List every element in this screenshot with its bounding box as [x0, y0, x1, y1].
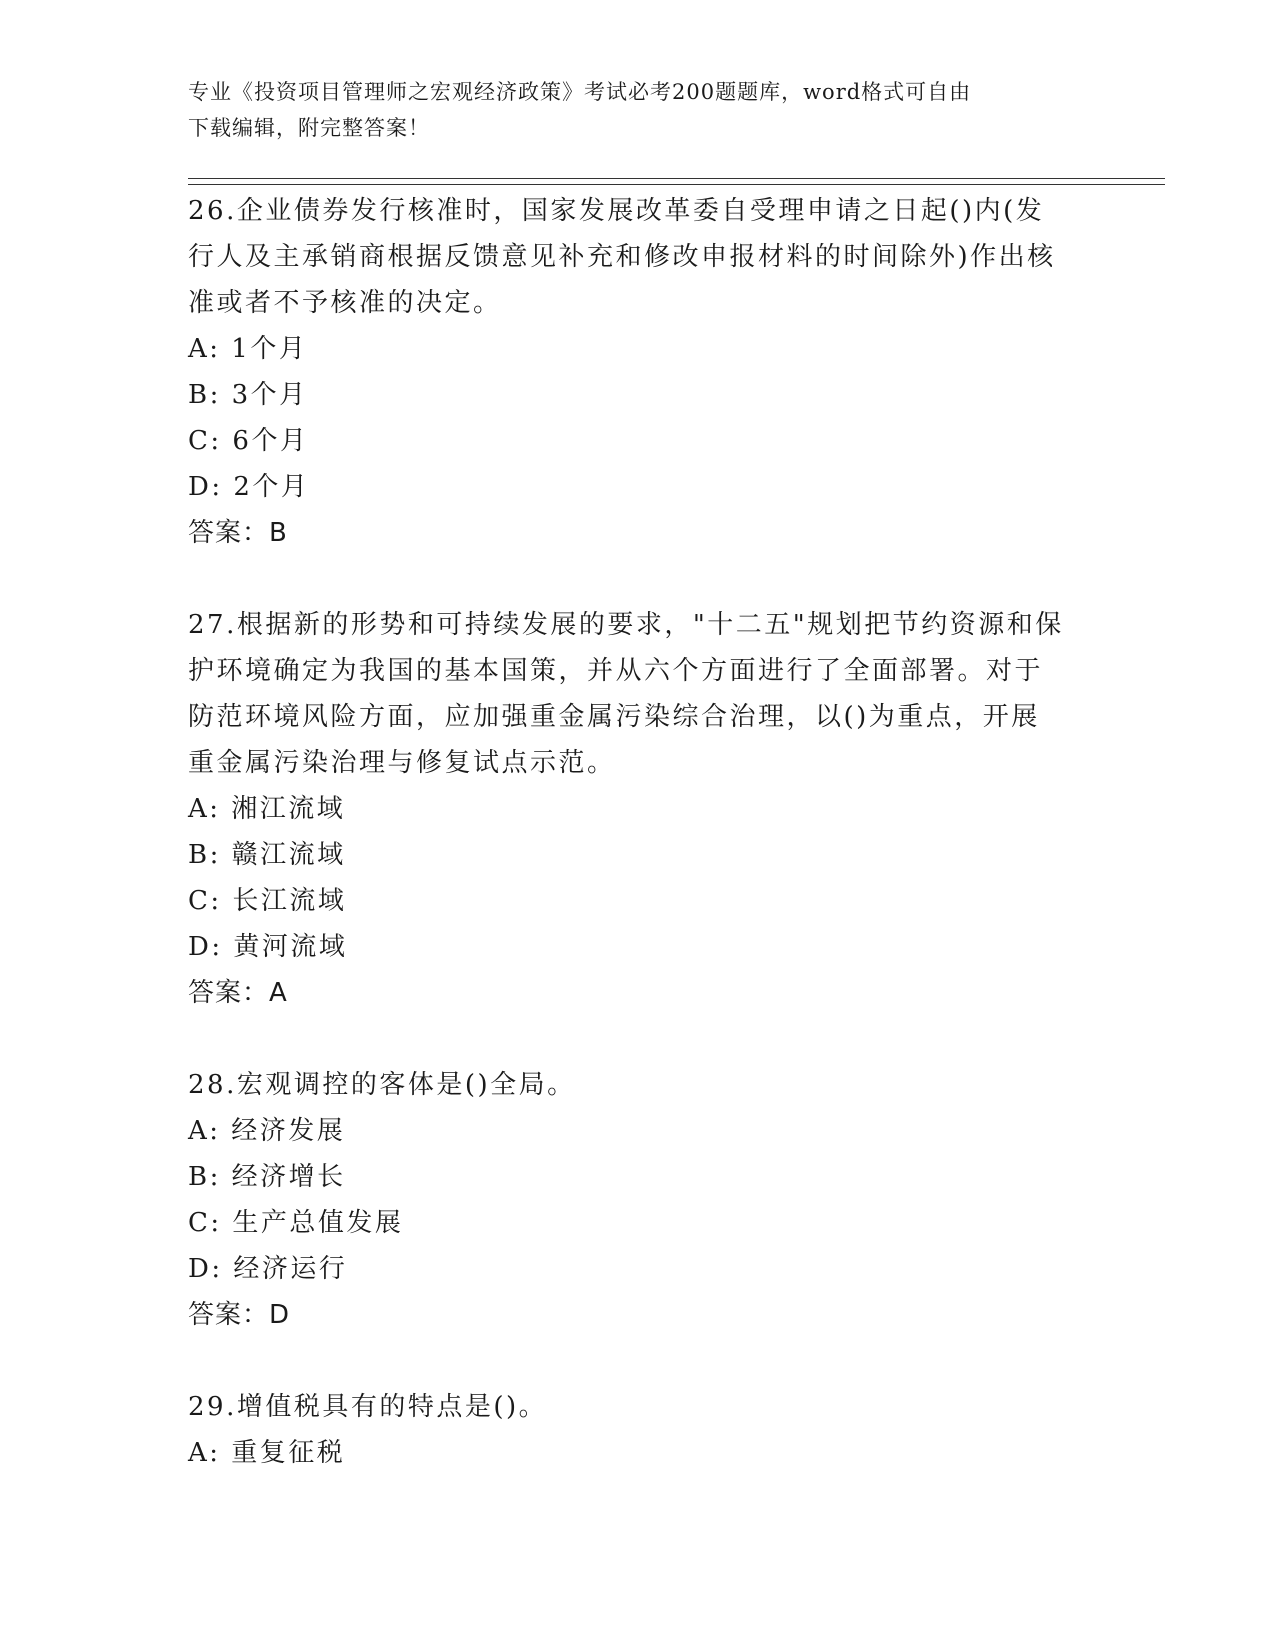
- stem-line: 重金属污染治理与修复试点示范。: [188, 748, 616, 778]
- option-a: A: 重复征税: [188, 1438, 346, 1468]
- question-stem: [188, 602, 1088, 786]
- answer-line: 答案：B: [188, 518, 288, 548]
- question-stem: [188, 1384, 1088, 1430]
- answer-line: 答案：D: [188, 1300, 291, 1330]
- question-29: [188, 1384, 1088, 1476]
- header-line-2: 下载编辑，附完整答案！: [188, 116, 430, 140]
- question-26: [188, 188, 1088, 556]
- stem-line: 27.根据新的形势和可持续发展的要求，"十二五"规划把节约资源和保: [188, 610, 1064, 640]
- question-spacer: [188, 556, 1088, 602]
- header-divider-top: [188, 178, 1165, 179]
- option-c: C: 生产总值发展: [188, 1208, 404, 1238]
- stem-line: 准或者不予核准的决定。: [188, 288, 502, 318]
- option-d: D: 2个月: [188, 472, 310, 502]
- question-stem: [188, 188, 1088, 326]
- stem-line: 28.宏观调控的客体是()全局。: [188, 1070, 576, 1100]
- question-27: [188, 602, 1088, 1016]
- question-spacer: [188, 1338, 1088, 1384]
- option-d: D: 黄河流域: [188, 932, 348, 962]
- stem-line: 护环境确定为我国的基本国策，并从六个方面进行了全面部署。对于: [188, 656, 1044, 686]
- stem-line: 26.企业债券发行核准时，国家发展改革委自受理申请之日起()内(发: [188, 196, 1045, 226]
- option-b: B: 3个月: [188, 380, 308, 410]
- option-a: A: 湘江流域: [188, 794, 346, 824]
- option-b: B: 经济增长: [188, 1162, 346, 1192]
- stem-line: 29.增值税具有的特点是()。: [188, 1392, 548, 1422]
- document-header: [188, 74, 1068, 146]
- option-c: C: 6个月: [188, 426, 309, 456]
- option-b: B: 赣江流域: [188, 840, 346, 870]
- option-c: C: 长江流域: [188, 886, 347, 916]
- header-line-1: 专业《投资项目管理师之宏观经济政策》考试必考200题题库，word格式可自由: [188, 80, 972, 104]
- question-list: [188, 188, 1088, 1476]
- header-divider-bottom: [188, 184, 1165, 185]
- option-d: D: 经济运行: [188, 1254, 348, 1284]
- stem-line: 行人及主承销商根据反馈意见补充和修改申报材料的时间除外)作出核: [188, 242, 1056, 272]
- question-stem: [188, 1062, 1088, 1108]
- option-a: A: 经济发展: [188, 1116, 346, 1146]
- question-28: [188, 1062, 1088, 1338]
- answer-line: 答案：A: [188, 978, 288, 1008]
- stem-line: 防范环境风险方面，应加强重金属污染综合治理，以()为重点，开展: [188, 702, 1040, 732]
- option-a: A: 1个月: [188, 334, 308, 364]
- question-spacer: [188, 1016, 1088, 1062]
